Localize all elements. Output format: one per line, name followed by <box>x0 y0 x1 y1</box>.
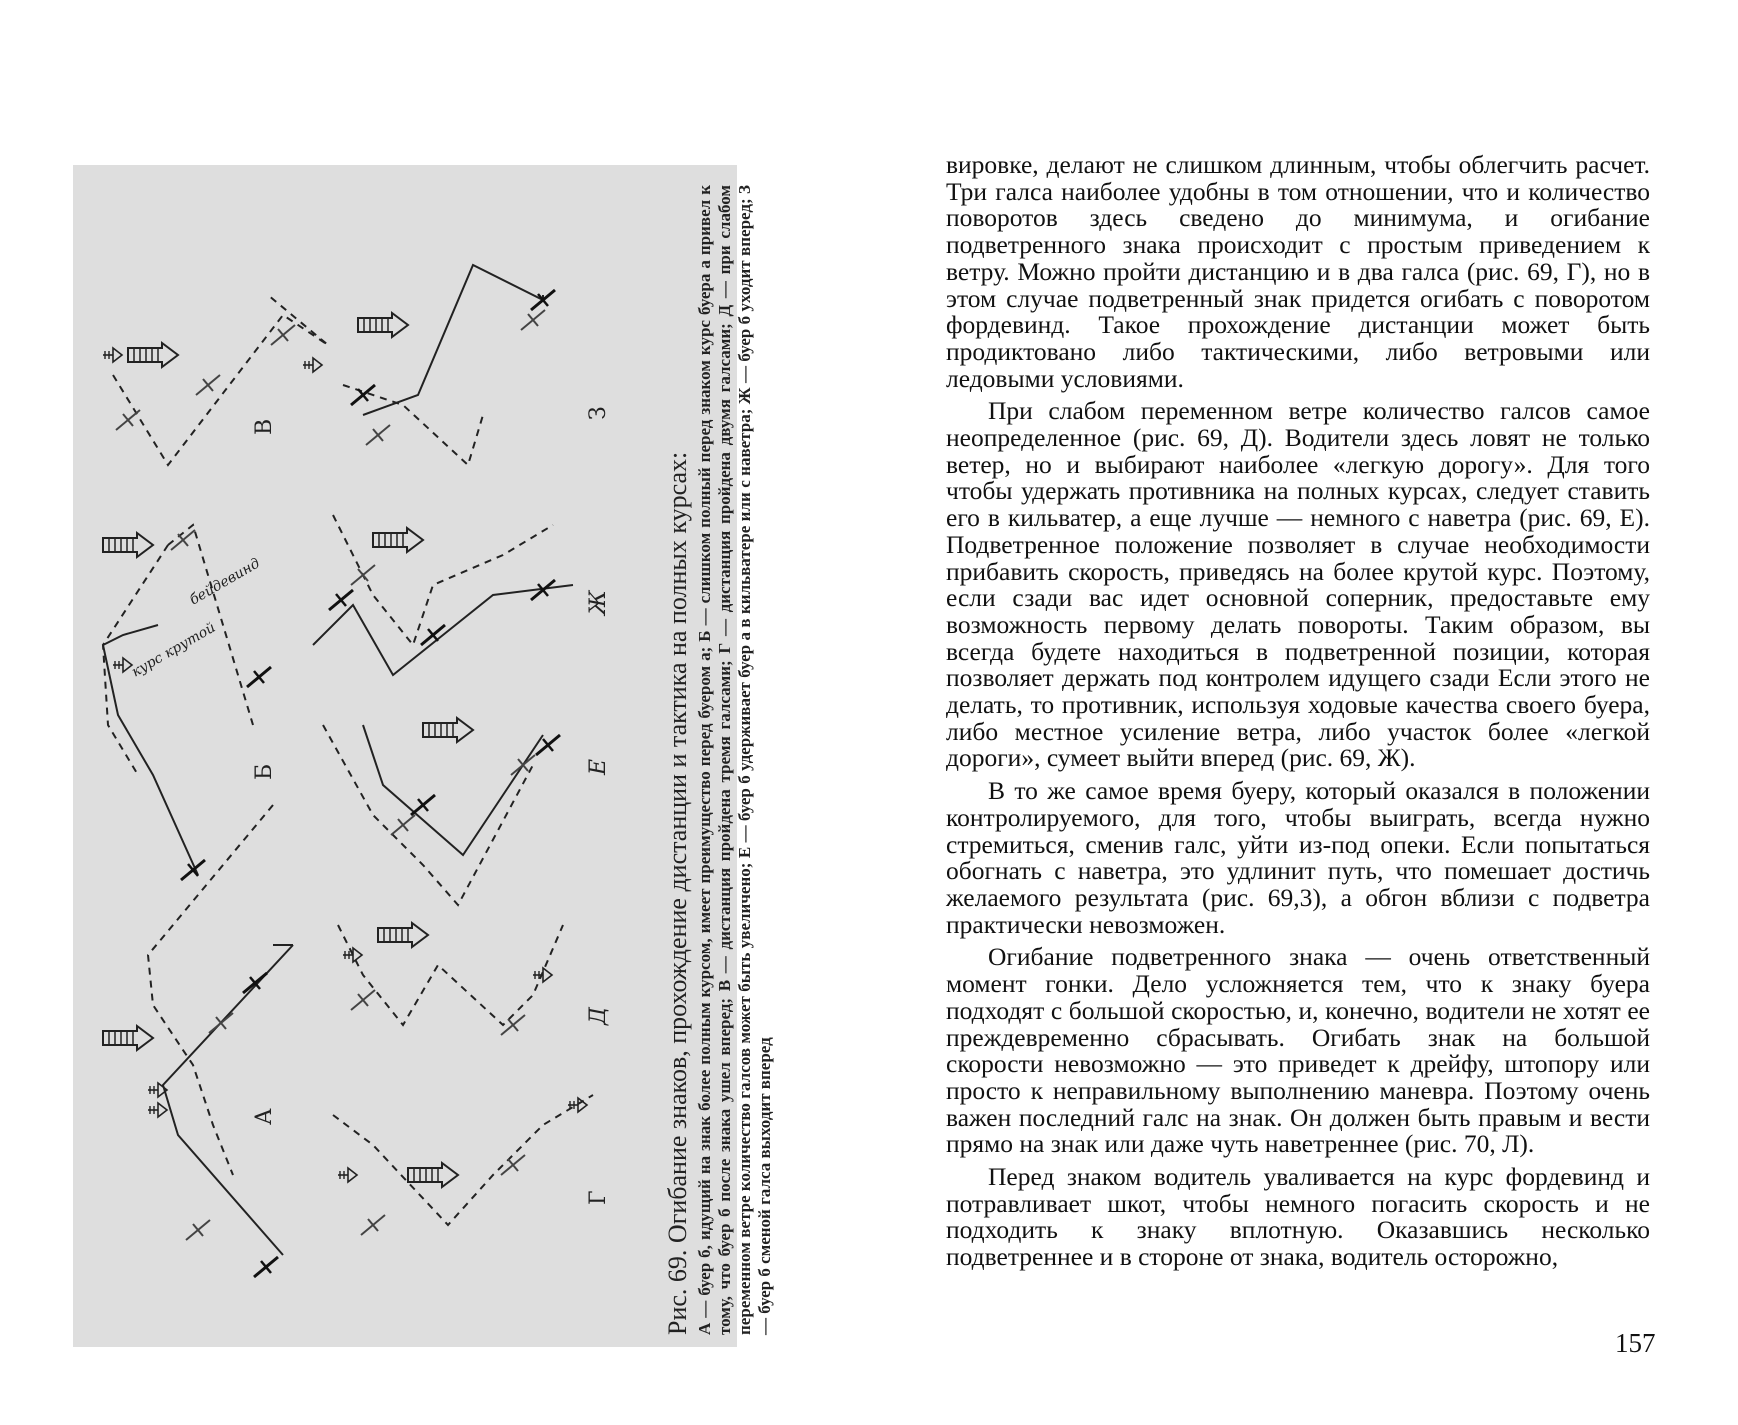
panel-d <box>338 923 611 1035</box>
course-label-downwind: бейдевинд <box>187 555 263 609</box>
panel-label-zh: Ж <box>586 590 611 615</box>
body-text <box>946 152 1650 1277</box>
panel-a <box>103 805 298 1277</box>
figure-caption <box>663 185 775 1335</box>
panel-label-z: З <box>586 406 611 420</box>
panel-label-b: Б <box>252 763 277 780</box>
panel-e <box>323 718 611 905</box>
course-label-close: курс крутой <box>129 619 219 681</box>
panel-g <box>333 1095 611 1235</box>
paragraph-3: В то же самое время буеру, который оказался в положении контролируемого, для того, чтобы выиграть, всегда нужно стремиться, сменив галс, уйти из-под опеки. Если попытаться обогнать с наветра, это удлинит путь, что помешает достичь желаемого результата (рис. 69,3), а обгон вблизи с подветра практически невозможен. <box>946 776 1650 939</box>
paragraph-2: При слабом переменном ветре количество галсов самое неопределенное (рис. 69, Д). Водители здесь ловят не только ветер, но и выбирают наиболее «легкую дорогу». Для того чтобы удержать противника на полных курсах, следует ставить его в кильватер, а еще лучше — немного с наветра (рис. 69, Е). Подветренное положение позволяет в случае необходимости прибавить скорость, приведясь на более крутой курс. Поэтому, если сзади вас идет основной соперник, предоставьте ему возможность первому делать повороты. Таким образом, вы всегда будете находиться в подветренной позиции, которая позволяет держать под контролем идущего сзади Если этого не делать, то противник, используя ходовые качества своего буера, либо местное усиление ветра, либо участок более «легкой дороги», сумеет выйти вперед (рис. 69, Ж). <box>946 396 1650 773</box>
panel-label-e: Е <box>586 758 611 775</box>
panel-v <box>103 295 328 465</box>
panel-label-g: Г <box>586 1190 611 1205</box>
paragraph-1: вировке, делают не слишком длинным, чтобы облегчить расчет. Три галса наиболее удобны в том отношении, что и количество поворотов здесь сведено до минимума, и огибание подветренного знака происходит с простым приведением к ветру. Можно пройти дистанцию и в два галса (рис. 69, Г), но в этом случае подветренный знак придется огибать с поворотом фордевинд. Такое прохождение дистанции может быть продиктовано либо тактическими, либо ветровыми или ледовыми условиями. <box>946 150 1650 393</box>
paragraph-5: Перед знаком водитель уваливается на курс фордевинд и потравливает шкот, чтобы немного погасить скорость и не подходить к знаку вплотную. Оказавшись несколько подветреннее и в стороне от знака, водитель осторожно, <box>946 1162 1650 1272</box>
panel-b <box>103 525 277 880</box>
page-number: 157 <box>1615 1328 1656 1358</box>
figure-diagram <box>73 165 737 1347</box>
panel-zh <box>313 515 611 675</box>
caption-title: Рис. 69. Огибание знаков, прохождение дистанции и тактика на полных курсах: <box>663 451 692 1335</box>
panel-label-a: А <box>252 1108 277 1125</box>
figure-69-plate <box>73 165 774 1347</box>
panel-label-v: В <box>252 418 277 435</box>
paragraph-4: Огибание подветренного знака — очень ответственный момент гонки. Дело усложняется тем, что к знаку буера подходят с большой скоростью, и, конечно, водители не хотят ее преждевременно сбрасывать. Огибать знак на большой скорости невозможно — это приведет к дрейфу, штопору или просто к неправильному выполнению маневра. Поэтому очень важен последний галс на знак. Он должен быть правым и вести прямо на знак или даже чуть наветреннее (рис. 70, Л). <box>946 942 1650 1159</box>
caption-body: А — буер б, идущий на знак более полным курсом, имеет преимущество перед буером а; Б — слишком полный перед знаком курс буера а привел к тому, что буер б после знака ушел вперед; В — дистанция пройдена тремя галсами; Г — дистанция пройдена двумя галсами; Д — при слабом переменном ветре количество галсов может быть увеличено; Е — буер б удерживает буер а в кильватере или с наветра; Ж — буер б уходит вперед; З — буер б сменой галса выходит вперед <box>695 185 774 1335</box>
panel-label-d: Д <box>586 1007 611 1025</box>
panel-z <box>343 265 611 465</box>
